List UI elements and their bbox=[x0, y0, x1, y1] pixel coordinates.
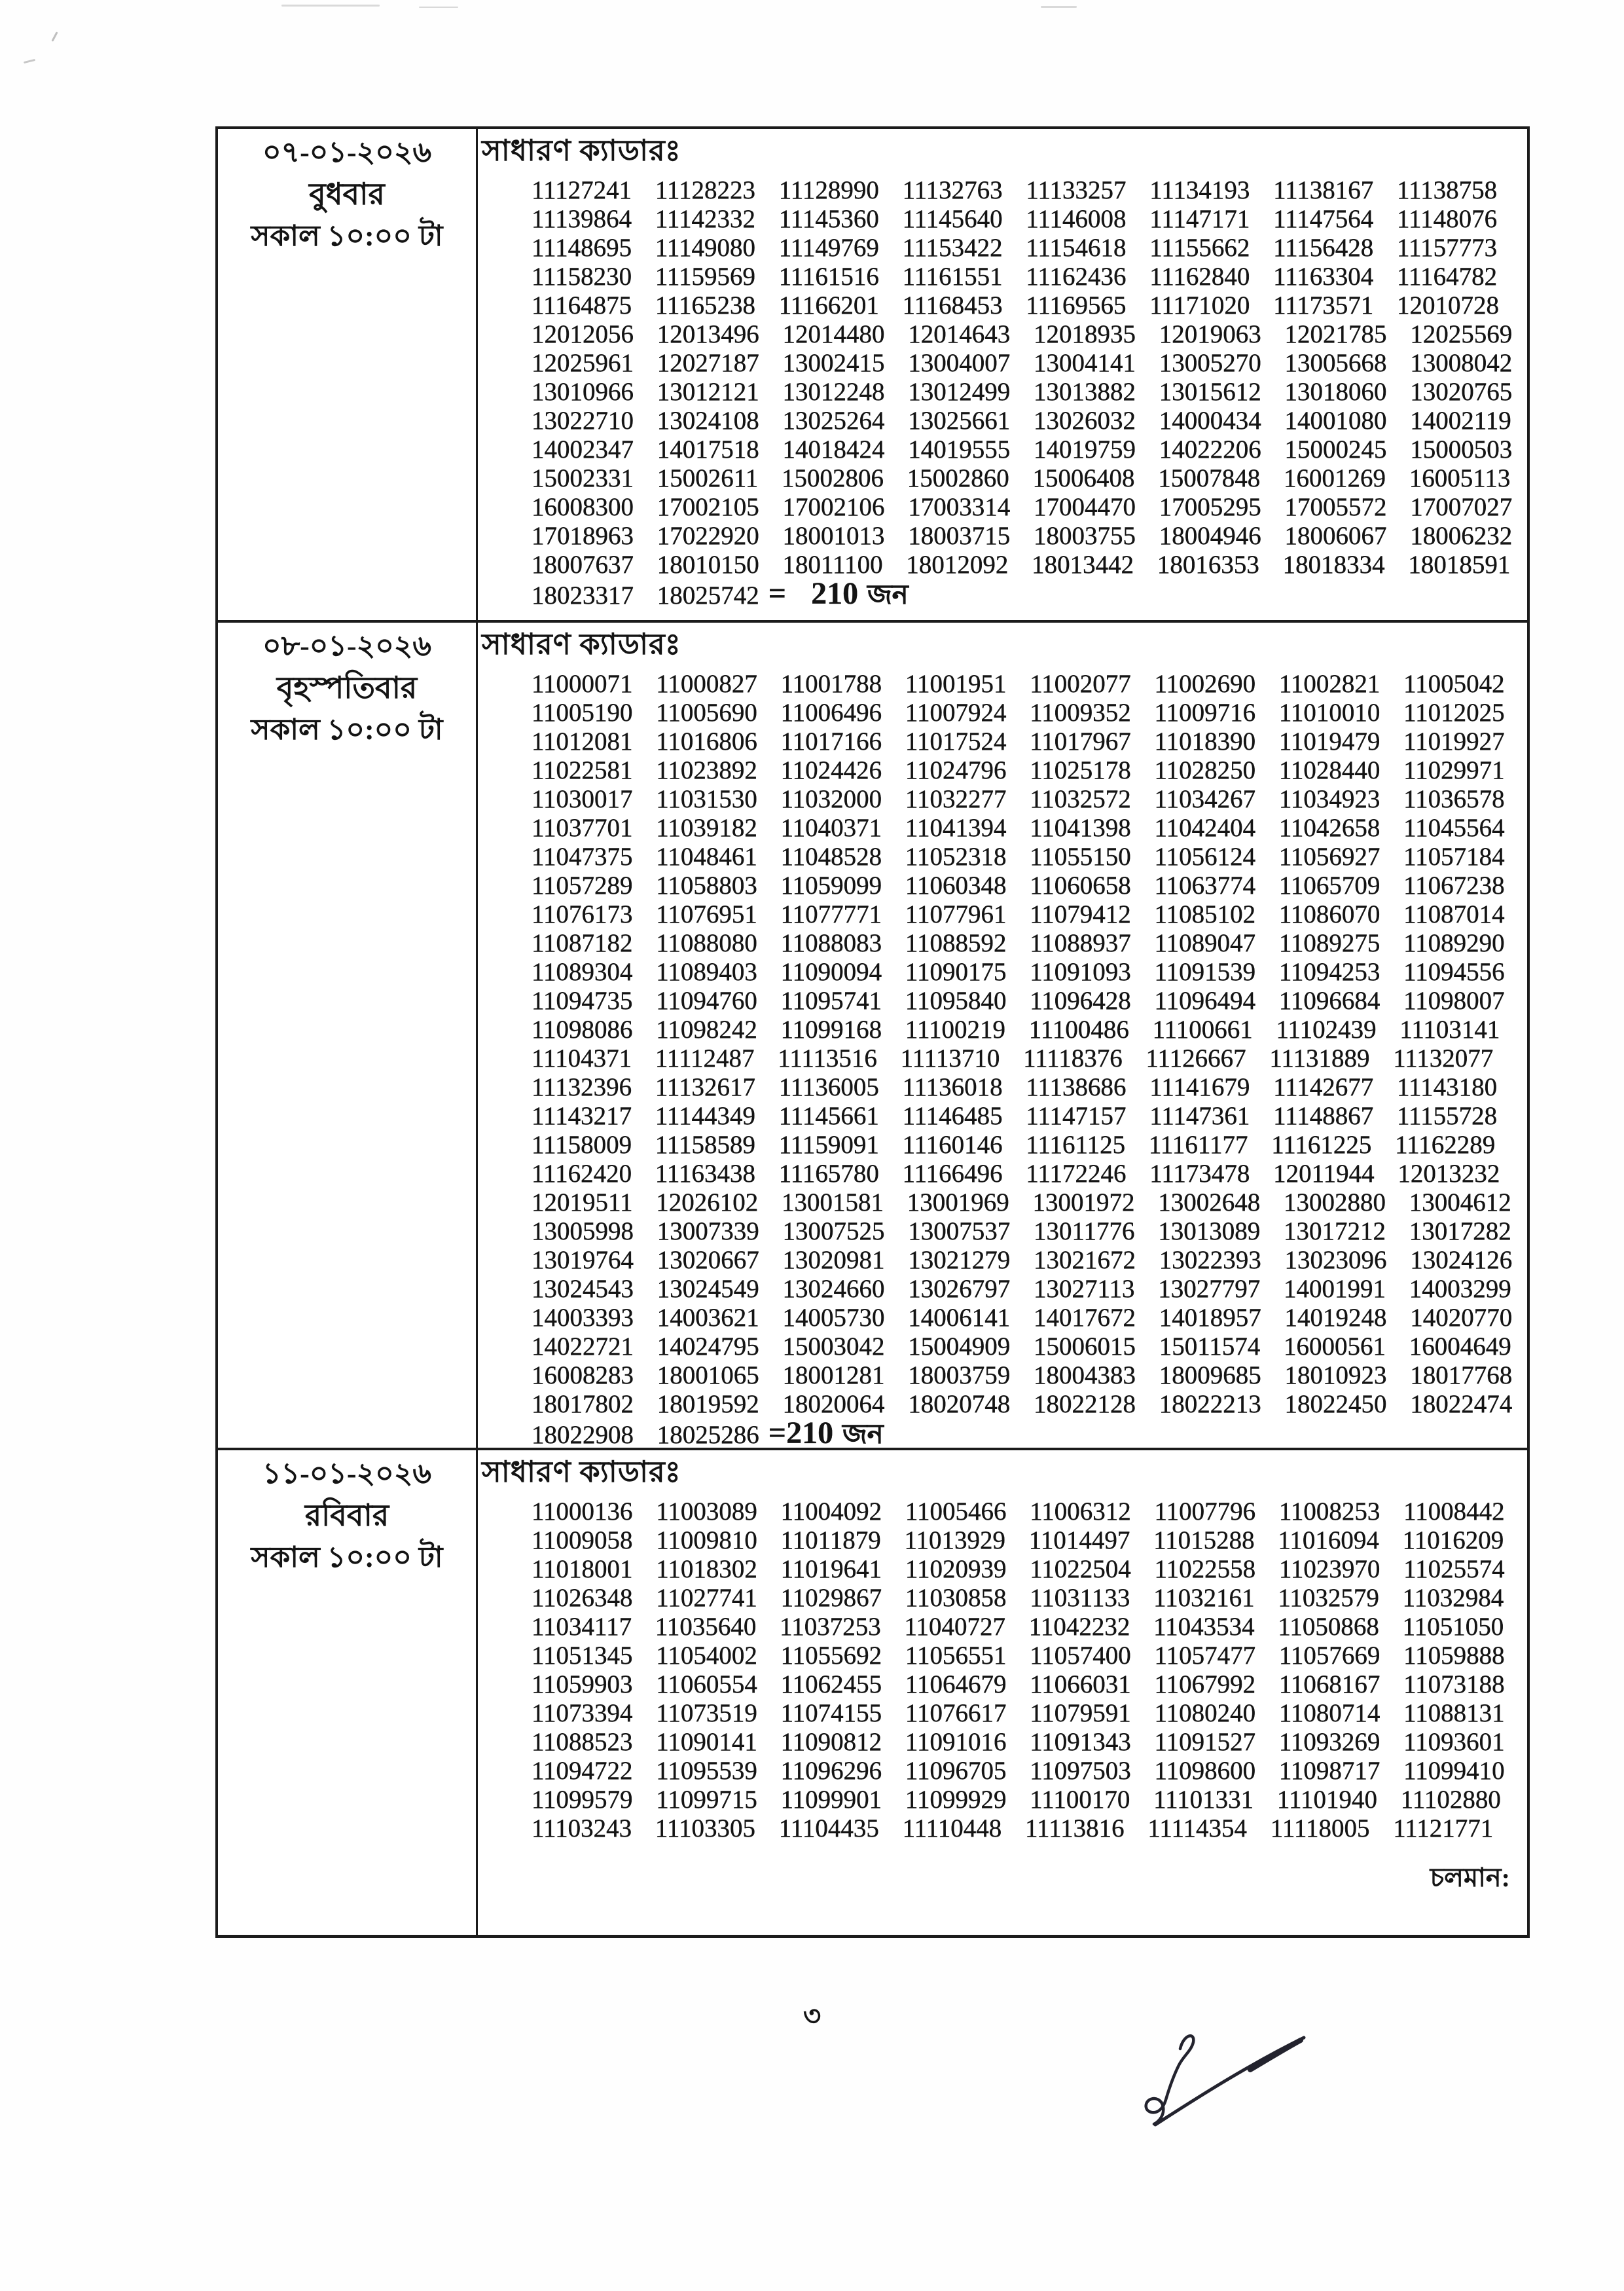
roll-number-row: 11051345 11054002 11055692 11056551 11057400 11057477 11057669 11059888 bbox=[532, 1641, 1505, 1670]
roll-number-row: 11103243 11103305 11104435 11110448 11113816 11114354 11118005 11121771 bbox=[532, 1814, 1494, 1842]
roll-number-row: 11127241 11128223 11128990 11132763 11133257 11134193 11138167 11138758 bbox=[532, 176, 1498, 204]
roll-number-list bbox=[482, 1497, 1521, 1843]
roll-number-row: 12012056 12013496 12014480 12014643 12018935 12019063 12021785 12025569 bbox=[532, 320, 1513, 348]
exam-time: সকাল ১০:০০ টা bbox=[251, 1541, 443, 1573]
roll-number-row: 11012081 11016806 11017166 11017524 11017967 11018390 11019479 11019927 bbox=[532, 727, 1505, 756]
scan-artifact bbox=[1041, 6, 1077, 8]
schedule-row-2 bbox=[218, 623, 1527, 1450]
total-count: = 210 bbox=[768, 576, 859, 611]
roll-number-row: 12025961 12027187 13002415 13004007 13004141 13005270 13005668 13008042 bbox=[532, 349, 1513, 377]
roll-numbers: 18023317 18025742 bbox=[532, 581, 759, 610]
roll-number-row: 11094722 11095539 11096296 11096705 11097503 11098600 11098717 11099410 bbox=[532, 1757, 1505, 1785]
exam-day: রবিবার bbox=[304, 1499, 389, 1532]
roll-number-row: 11076173 11076951 11077771 11077961 11079412 11085102 11086070 11087014 bbox=[532, 900, 1505, 928]
exam-time: সকাল ১০:০০ টা bbox=[251, 714, 443, 746]
roll-number-list bbox=[482, 670, 1521, 1419]
roll-number-row: 11158230 11159569 11161516 11161551 11162436 11162840 11163304 11164782 bbox=[532, 263, 1498, 291]
roll-list-cell bbox=[478, 623, 1527, 1448]
roll-number-row: 16008283 18001065 18001281 18003759 18004383 18009685 18010923 18017768 bbox=[532, 1361, 1513, 1389]
signature bbox=[1116, 2026, 1312, 2138]
exam-day: বৃহস্পতিবার bbox=[276, 671, 418, 705]
scan-artifact bbox=[419, 7, 458, 8]
roll-number-row: 16008300 17002105 17002106 17003314 17004470 17005295 17005572 17007027 bbox=[532, 493, 1513, 521]
roll-number-row: 11098086 11098242 11099168 11100219 11100486 11100661 11102439 11103141 bbox=[532, 1016, 1500, 1044]
roll-number-row: 11089304 11089403 11090094 11090175 11091093 11091539 11094253 11094556 bbox=[532, 958, 1505, 986]
scan-artifact bbox=[281, 5, 380, 7]
roll-number-row: 11143217 11144349 11145661 11146485 11147157 11147361 11148867 11155728 bbox=[532, 1102, 1498, 1130]
roll-number-row: 11000071 11000827 11001788 11001951 11002077 11002690 11002821 11005042 bbox=[532, 670, 1505, 698]
exam-day: বুধবার bbox=[309, 177, 385, 211]
roll-number-row: 18017802 18019592 18020064 18020748 18022128 18022213 18022450 18022474 bbox=[532, 1390, 1513, 1418]
roll-number-row: 13022710 13024108 13025264 13025661 13026032 14000434 14001080 14002119 bbox=[532, 407, 1511, 435]
roll-number-row: 11104371 11112487 11113516 11113710 11118376 11126667 11131889 11132077 bbox=[532, 1044, 1494, 1072]
roll-number-row: 12019511 12026102 13001581 13001969 13001972 13002648 13002880 13004612 bbox=[532, 1188, 1511, 1217]
roll-number-row: 11000136 11003089 11004092 11005466 11006312 11007796 11008253 11008442 bbox=[532, 1497, 1505, 1526]
roll-number-row: 11034117 11035640 11037253 11040727 11042232 11043534 11050868 11051050 bbox=[532, 1613, 1504, 1641]
roll-number-row: 13024543 13024549 13024660 13026797 13027113 13027797 14001991 14003299 bbox=[532, 1275, 1511, 1303]
roll-number-row: 14002347 14017518 14018424 14019555 14019759 14022206 15000245 15000503 bbox=[532, 435, 1513, 464]
roll-number-row: 11162420 11163438 11165780 11166496 11172246 11173478 12011944 12013232 bbox=[532, 1160, 1500, 1188]
cadre-header: সাধারণ ক্যাডারঃ bbox=[482, 134, 681, 167]
roll-number-row: 14022721 14024795 15003042 15004909 15006015 15011574 16000561 16004649 bbox=[532, 1332, 1511, 1361]
total-row bbox=[532, 576, 1521, 611]
roll-number-row: 11030017 11031530 11032000 11032277 11032572 11034267 11034923 11036578 bbox=[532, 785, 1505, 813]
roll-number-row: 11132396 11132617 11136005 11136018 11138686 11141679 11142677 11143180 bbox=[532, 1073, 1498, 1101]
exam-date: ১১-০১-২০২৬ bbox=[262, 1457, 431, 1490]
exam-date-cell bbox=[218, 1450, 478, 1935]
exam-date-cell bbox=[218, 129, 478, 620]
scan-artifact bbox=[24, 59, 35, 64]
page-number: ৩ bbox=[803, 2002, 821, 2032]
roll-number-row: 11047375 11048461 11048528 11052318 11055150 11056124 11056927 11057184 bbox=[532, 843, 1505, 871]
schedule-row-3 bbox=[218, 1450, 1527, 1935]
roll-number-row: 11057289 11058803 11059099 11060348 11060658 11063774 11065709 11067238 bbox=[532, 871, 1505, 900]
cadre-header: সাধারণ ক্যাডারঃ bbox=[482, 628, 681, 661]
roll-number-row: 13005998 13007339 13007525 13007537 13011776 13013089 13017212 13017282 bbox=[532, 1217, 1511, 1245]
roll-number-row: 11094735 11094760 11095741 11095840 11096428 11096494 11096684 11098007 bbox=[532, 987, 1505, 1015]
roll-number-row: 11148695 11149080 11149769 11153422 11154618 11155662 11156428 11157773 bbox=[532, 234, 1498, 262]
total-unit: জন bbox=[842, 1420, 884, 1450]
total-count: =210 bbox=[768, 1416, 834, 1450]
roll-number-row: 11087182 11088080 11088083 11088592 11088937 11089047 11089275 11089290 bbox=[532, 929, 1505, 957]
roll-number-row: 11018001 11018302 11019641 11020939 11022504 11022558 11023970 11025574 bbox=[532, 1555, 1505, 1583]
roll-number-row: 11073394 11073519 11074155 11076617 11079591 11080240 11080714 11088131 bbox=[532, 1699, 1505, 1727]
roll-number-row: 11005190 11005690 11006496 11007924 11009352 11009716 11010010 11012025 bbox=[532, 699, 1505, 727]
exam-time: সকাল ১০:০০ টা bbox=[251, 220, 443, 252]
roll-number-row: 13019764 13020667 13020981 13021279 13021672 13022393 13023096 13024126 bbox=[532, 1246, 1513, 1274]
cadre-header: সাধারণ ক্যাডারঃ bbox=[482, 1456, 681, 1488]
total-row bbox=[532, 1416, 1521, 1450]
exam-date-cell bbox=[218, 623, 478, 1448]
roll-number-row: 13010966 13012121 13012248 13012499 13013882 13015612 13018060 13020765 bbox=[532, 378, 1513, 406]
continuation-note: চলমান: bbox=[1430, 1863, 1510, 1892]
roll-number-row: 11009058 11009810 11011879 11013929 11014497 11015288 11016094 11016209 bbox=[532, 1526, 1504, 1554]
roll-number-row: 11158009 11158589 11159091 11160146 11161125 11161177 11161225 11162289 bbox=[532, 1131, 1496, 1159]
exam-date: ০৮-০১-২০২৬ bbox=[262, 630, 432, 662]
roll-numbers: 18022908 18025286 bbox=[532, 1421, 759, 1449]
roll-number-row: 11037701 11039182 11040371 11041394 11041398 11042404 11042658 11045564 bbox=[532, 814, 1505, 842]
total-unit: জন bbox=[867, 580, 909, 610]
roll-number-row: 11026348 11027741 11029867 11030858 11031133 11032161 11032579 11032984 bbox=[532, 1584, 1504, 1612]
roll-list-cell bbox=[478, 1450, 1527, 1935]
roll-number-row: 18007637 18010150 18011100 18012092 18013442 18016353 18018334 18018591 bbox=[532, 551, 1511, 579]
signature-stroke-thick bbox=[1250, 2040, 1301, 2070]
roll-number-list bbox=[482, 176, 1521, 579]
exam-date: ০৭-০১-২০২৬ bbox=[262, 136, 432, 168]
exam-schedule-table bbox=[215, 126, 1530, 1938]
roll-number-row: 11088523 11090141 11090812 11091016 11091343 11091527 11093269 11093601 bbox=[532, 1728, 1505, 1756]
signature-loop bbox=[1146, 2036, 1194, 2124]
roll-number-row: 11059903 11060554 11062455 11064679 11066031 11067992 11068167 11073188 bbox=[532, 1670, 1505, 1698]
roll-list-cell bbox=[478, 129, 1527, 620]
roll-number-row: 11022581 11023892 11024426 11024796 11025178 11028250 11028440 11029971 bbox=[532, 756, 1505, 784]
scan-artifact bbox=[51, 31, 58, 42]
roll-number-row: 11164875 11165238 11166201 11168453 11169565 11171020 11173571 12010728 bbox=[532, 291, 1499, 320]
roll-number-row: 11139864 11142332 11145360 11145640 11146008 11147171 11147564 11148076 bbox=[532, 205, 1498, 233]
roll-number-row: 11099579 11099715 11099901 11099929 11100170 11101331 11101940 11102880 bbox=[532, 1786, 1501, 1814]
roll-number-row: 14003393 14003621 14005730 14006141 14017672 14018957 14019248 14020770 bbox=[532, 1304, 1513, 1332]
schedule-row-1 bbox=[218, 129, 1527, 623]
roll-number-row: 17018963 17022920 18001013 18003715 18003755 18004946 18006067 18006232 bbox=[532, 522, 1513, 550]
roll-number-row: 15002331 15002611 15002806 15002860 15006408 15007848 16001269 16005113 bbox=[532, 464, 1511, 492]
